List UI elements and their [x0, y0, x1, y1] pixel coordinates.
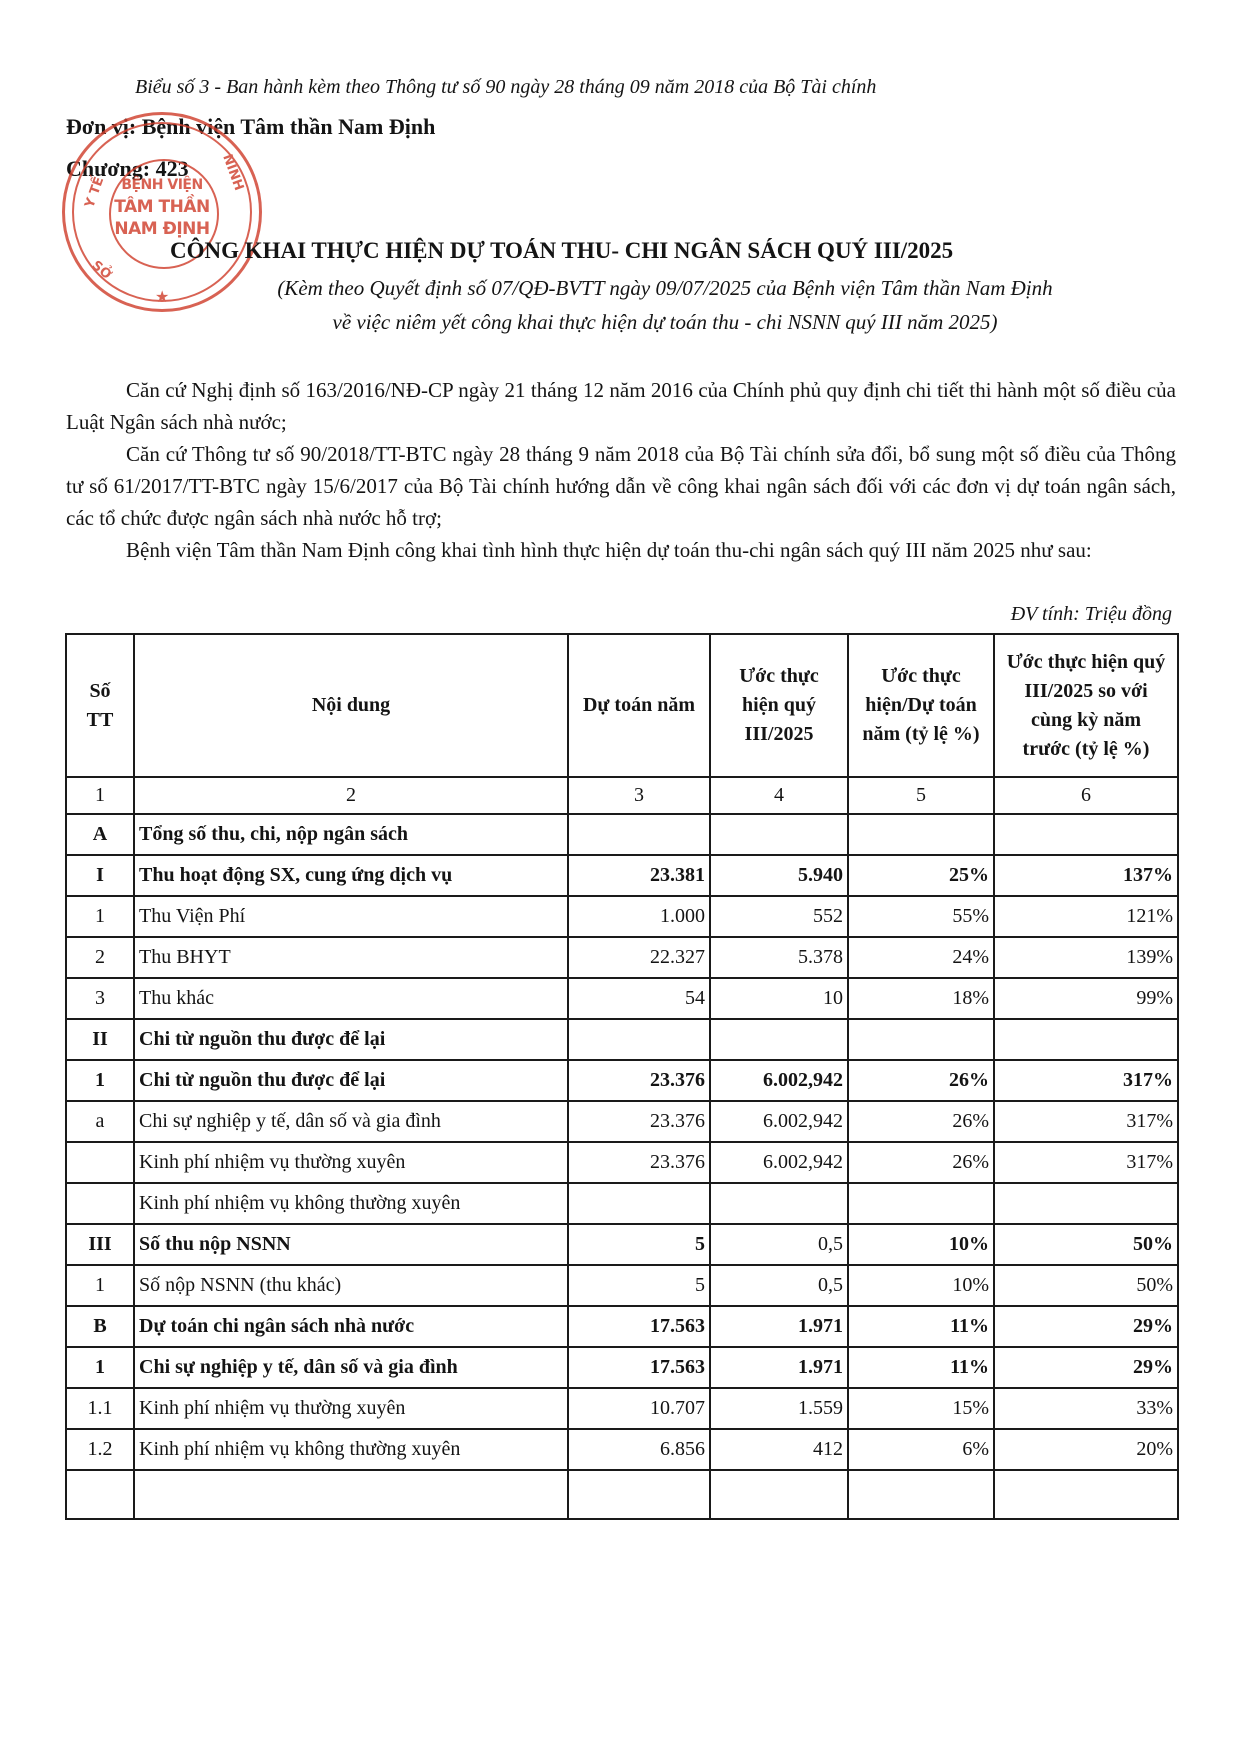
chapter-code: Chương: 423: [66, 156, 189, 181]
row-ratio-prev-year: 29%: [994, 1347, 1178, 1388]
document-title: CÔNG KHAI THỰC HIỆN DỰ TOÁN THU- CHI NGÂN SÁCH QUÝ III/2025: [170, 238, 954, 263]
table-row: [66, 1347, 1178, 1388]
paragraph-legal-basis-1: Căn cứ Nghị định số 163/2016/NĐ-CP ngày 21 tháng 12 năm 2016 của Chính phủ quy định chi tiết thi hành một số điều của Luật Ngân sách nhà nước;: [66, 378, 1176, 434]
row-content: Chi sự nghiệp y tế, dân số và gia đình: [134, 1101, 568, 1142]
col-header-stt: Số TT: [66, 634, 134, 777]
col-number: 5: [848, 777, 994, 814]
table-row: [66, 1060, 1178, 1101]
row-ratio-budget: [848, 1019, 994, 1060]
seal-text-line2: TÂM THẦN: [114, 197, 210, 217]
seal-ring-text-bottom: SỞ: [88, 258, 115, 283]
star-icon: ★: [155, 289, 170, 306]
row-ratio-prev-year: 317%: [994, 1060, 1178, 1101]
row-content: Kinh phí nhiệm vụ không thường xuyên: [134, 1183, 568, 1224]
row-stt: 3: [66, 978, 134, 1019]
row-content: Chi từ nguồn thu được để lại: [134, 1019, 568, 1060]
row-q3-estimate: 10: [710, 978, 848, 1019]
table-row: [66, 1183, 1178, 1224]
row-annual-budget: 10.707: [568, 1388, 710, 1429]
row-ratio-prev-year: 50%: [994, 1265, 1178, 1306]
col-number: 4: [710, 777, 848, 814]
row-ratio-prev-year: 29%: [994, 1306, 1178, 1347]
row-ratio-prev-year: 317%: [994, 1142, 1178, 1183]
table-row: [66, 1019, 1178, 1060]
table-row: [66, 814, 1178, 855]
row-annual-budget: 23.376: [568, 1101, 710, 1142]
row-stt: III: [66, 1224, 134, 1265]
row-stt: 2: [66, 937, 134, 978]
row-annual-budget: 1.000: [568, 896, 710, 937]
row-ratio-budget: 6%: [848, 1429, 994, 1470]
row-content: Chi sự nghiệp y tế, dân số và gia đình: [134, 1347, 568, 1388]
row-content: Chi từ nguồn thu được để lại: [134, 1060, 568, 1101]
row-stt: [66, 1183, 134, 1224]
row-ratio-budget: 25%: [848, 855, 994, 896]
row-ratio-prev-year: [994, 1019, 1178, 1060]
table-body: [66, 814, 1178, 1519]
row-ratio-budget: 11%: [848, 1306, 994, 1347]
row-q3-estimate: 1.971: [710, 1306, 848, 1347]
row-content: Thu BHYT: [134, 937, 568, 978]
row-q3-estimate: [710, 1470, 848, 1519]
row-ratio-budget: 18%: [848, 978, 994, 1019]
row-annual-budget: 17.563: [568, 1306, 710, 1347]
row-ratio-prev-year: 121%: [994, 896, 1178, 937]
row-ratio-budget: [848, 1183, 994, 1224]
row-content: Tổng số thu, chi, nộp ngân sách: [134, 814, 568, 855]
row-stt: [66, 1470, 134, 1519]
table-row: [66, 1388, 1178, 1429]
table-row: [66, 1470, 1178, 1519]
col-number: 3: [568, 777, 710, 814]
table-row: [66, 855, 1178, 896]
col-number: 2: [134, 777, 568, 814]
table-row: [66, 978, 1178, 1019]
row-ratio-budget: [848, 1470, 994, 1519]
row-ratio-budget: [848, 814, 994, 855]
row-content: Dự toán chi ngân sách nhà nước: [134, 1306, 568, 1347]
row-q3-estimate: [710, 1183, 848, 1224]
row-content: [134, 1470, 568, 1519]
row-annual-budget: [568, 1470, 710, 1519]
row-ratio-budget: 55%: [848, 896, 994, 937]
row-stt: [66, 1142, 134, 1183]
seal-ring-text-left: Y TẾ: [82, 175, 108, 210]
row-ratio-budget: 15%: [848, 1388, 994, 1429]
row-q3-estimate: 0,5: [710, 1224, 848, 1265]
row-annual-budget: 5: [568, 1224, 710, 1265]
row-content: Kinh phí nhiệm vụ thường xuyên: [134, 1388, 568, 1429]
row-ratio-prev-year: [994, 1183, 1178, 1224]
row-annual-budget: [568, 1183, 710, 1224]
row-ratio-budget: 26%: [848, 1101, 994, 1142]
subtitle-line2: về việc niêm yết công khai thực hiện dự toán thu - chi NSNN quý III năm 2025): [332, 310, 998, 334]
row-q3-estimate: [710, 814, 848, 855]
row-content: Thu hoạt động SX, cung ứng dịch vụ: [134, 855, 568, 896]
paragraph-legal-basis-2: Căn cứ Thông tư số 90/2018/TT-BTC ngày 28 tháng 9 năm 2018 của Bộ Tài chính sửa đổi, bổ sung một số điều của Thông tư số 61/2017/TT-BTC ngày 15/6/2017 của Bộ Tài chính hướng dẫn về công khai ngân sách đối với các đơn vị dự toán ngân sách, các tổ chức được ngân sách nhà nước hỗ trợ;: [66, 442, 1176, 530]
row-annual-budget: 17.563: [568, 1347, 710, 1388]
col-header-q3-estimate: Ước thực hiện quý III/2025: [710, 634, 848, 777]
subtitle-line1: (Kèm theo Quyết định số 07/QĐ-BVTT ngày 09/07/2025 của Bệnh viện Tâm thần Nam Định: [277, 276, 1053, 300]
table-row: [66, 1101, 1178, 1142]
row-stt: II: [66, 1019, 134, 1060]
row-ratio-budget: 26%: [848, 1060, 994, 1101]
column-number-row: [66, 777, 1178, 814]
row-q3-estimate: 6.002,942: [710, 1142, 848, 1183]
row-ratio-budget: 26%: [848, 1142, 994, 1183]
row-annual-budget: 23.376: [568, 1142, 710, 1183]
col-header-ratio-budget: Ước thực hiện/Dự toán năm (tỷ lệ %): [848, 634, 994, 777]
table-row: [66, 1429, 1178, 1470]
row-q3-estimate: 0,5: [710, 1265, 848, 1306]
row-q3-estimate: 1.559: [710, 1388, 848, 1429]
row-q3-estimate: [710, 1019, 848, 1060]
seal-ring-text-right: NINH: [218, 152, 246, 193]
row-ratio-budget: 11%: [848, 1347, 994, 1388]
seal-text-line1: BỆNH VIỆN: [121, 177, 203, 193]
seal-text-line3: NAM ĐỊNH: [114, 219, 210, 239]
row-annual-budget: 22.327: [568, 937, 710, 978]
row-stt: 1: [66, 1347, 134, 1388]
row-ratio-prev-year: 20%: [994, 1429, 1178, 1470]
row-q3-estimate: 5.940: [710, 855, 848, 896]
currency-unit-note: ĐV tính: Triệu đồng: [1010, 603, 1172, 625]
row-annual-budget: [568, 814, 710, 855]
row-ratio-budget: 24%: [848, 937, 994, 978]
row-ratio-prev-year: [994, 1470, 1178, 1519]
row-content: Số nộp NSNN (thu khác): [134, 1265, 568, 1306]
col-number: 6: [994, 777, 1178, 814]
row-q3-estimate: 5.378: [710, 937, 848, 978]
row-stt: 1: [66, 896, 134, 937]
row-q3-estimate: 6.002,942: [710, 1060, 848, 1101]
row-annual-budget: 5: [568, 1265, 710, 1306]
row-content: Thu Viện Phí: [134, 896, 568, 937]
row-stt: 1: [66, 1265, 134, 1306]
row-ratio-prev-year: 50%: [994, 1224, 1178, 1265]
row-content: Kinh phí nhiệm vụ thường xuyên: [134, 1142, 568, 1183]
col-header-content: Nội dung: [134, 634, 568, 777]
row-ratio-prev-year: [994, 814, 1178, 855]
row-stt: A: [66, 814, 134, 855]
row-annual-budget: 54: [568, 978, 710, 1019]
row-stt: 1.2: [66, 1429, 134, 1470]
table-row: [66, 1142, 1178, 1183]
table-row: [66, 896, 1178, 937]
row-stt: 1: [66, 1060, 134, 1101]
table-row: [66, 1265, 1178, 1306]
table-row: [66, 1306, 1178, 1347]
row-q3-estimate: 1.971: [710, 1347, 848, 1388]
row-ratio-budget: 10%: [848, 1224, 994, 1265]
paragraph-disclosure-intro: Bệnh viện Tâm thần Nam Định công khai tình hình thực hiện dự toán thu-chi ngân sách quý III năm 2025 như sau:: [126, 538, 1092, 562]
row-ratio-prev-year: 99%: [994, 978, 1178, 1019]
col-header-annual-budget: Dự toán năm: [568, 634, 710, 777]
table-row: [66, 1224, 1178, 1265]
row-content: Thu khác: [134, 978, 568, 1019]
row-annual-budget: 23.376: [568, 1060, 710, 1101]
row-stt: B: [66, 1306, 134, 1347]
unit-name: Đơn vị: Bệnh viện Tâm thần Nam Định: [66, 114, 436, 139]
row-ratio-budget: 10%: [848, 1265, 994, 1306]
row-q3-estimate: 6.002,942: [710, 1101, 848, 1142]
row-ratio-prev-year: 139%: [994, 937, 1178, 978]
row-stt: 1.1: [66, 1388, 134, 1429]
row-ratio-prev-year: 137%: [994, 855, 1178, 896]
row-stt: a: [66, 1101, 134, 1142]
table-row: [66, 937, 1178, 978]
table-header-row: [66, 634, 1178, 777]
row-ratio-prev-year: 33%: [994, 1388, 1178, 1429]
row-content: Số thu nộp NSNN: [134, 1224, 568, 1265]
row-q3-estimate: 552: [710, 896, 848, 937]
row-content: Kinh phí nhiệm vụ không thường xuyên: [134, 1429, 568, 1470]
budget-table: [65, 633, 1179, 1520]
row-annual-budget: [568, 1019, 710, 1060]
col-header-ratio-prev-year: Ước thực hiện quý III/2025 so với cùng kỳ năm trước (tỷ lệ %): [994, 634, 1178, 777]
row-annual-budget: 23.381: [568, 855, 710, 896]
col-number: 1: [66, 777, 134, 814]
row-q3-estimate: 412: [710, 1429, 848, 1470]
row-annual-budget: 6.856: [568, 1429, 710, 1470]
row-stt: I: [66, 855, 134, 896]
form-reference: Biểu số 3 - Ban hành kèm theo Thông tư số 90 ngày 28 tháng 09 năm 2018 của Bộ Tài chính: [135, 76, 877, 98]
row-ratio-prev-year: 317%: [994, 1101, 1178, 1142]
